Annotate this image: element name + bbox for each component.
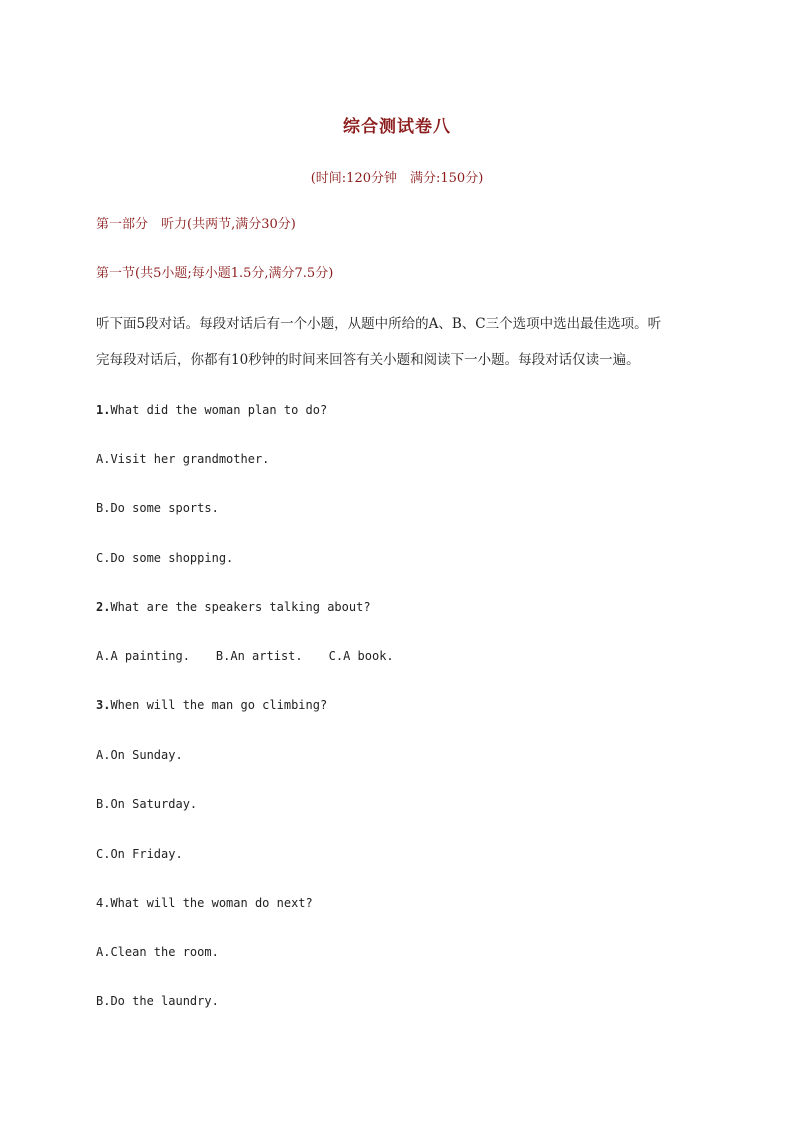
question-3 bbox=[96, 697, 327, 713]
question-1-option-c: C.Do some shopping. bbox=[96, 551, 234, 565]
instructions-line-2: 完每段对话后，你都有10秒钟的时间来回答有关小题和阅读下一小题。每段对话仅读一遍。 bbox=[96, 352, 640, 368]
question-2-options bbox=[96, 648, 394, 664]
question-3-option-c: C.On Friday. bbox=[96, 847, 183, 861]
page-title: 综合测试卷八 bbox=[343, 117, 451, 137]
question-2-option-a: A.A painting. bbox=[96, 649, 190, 663]
question-4-option-a: A.Clean the room. bbox=[96, 945, 219, 959]
question-2 bbox=[96, 599, 371, 615]
question-4 bbox=[96, 895, 313, 911]
exam-time-score: (时间:120分钟 满分:150分) bbox=[310, 171, 484, 186]
question-number: 3. bbox=[96, 698, 111, 712]
question-1-option-a: A.Visit her grandmother. bbox=[96, 452, 270, 466]
question-number: 4. bbox=[96, 896, 111, 910]
question-number: 1. bbox=[96, 403, 111, 417]
question-1-option-b: B.Do some sports. bbox=[96, 501, 219, 515]
question-text: What did the woman plan to do? bbox=[110, 403, 328, 417]
instructions-line-1: 听下面5段对话。每段对话后有一个小题，从题中所给的A、B、C三个选项中选出最佳选项。听 bbox=[96, 316, 662, 332]
question-4-option-b: B.Do the laundry. bbox=[96, 994, 219, 1008]
question-3-option-a: A.On Sunday. bbox=[96, 748, 183, 762]
question-text: What are the speakers talking about? bbox=[110, 600, 371, 614]
question-text: When will the man go climbing? bbox=[110, 698, 328, 712]
question-2-option-c: C.A book. bbox=[328, 649, 394, 663]
question-2-option-b: B.An artist. bbox=[215, 649, 303, 663]
part-heading: 第一部分 听力(共两节,满分30分) bbox=[96, 217, 296, 232]
section-heading: 第一节(共5小题;每小题1.5分,满分7.5分) bbox=[96, 266, 334, 281]
question-1 bbox=[96, 402, 327, 418]
question-3-option-b: B.On Saturday. bbox=[96, 797, 198, 811]
question-text: What will the woman do next? bbox=[110, 896, 313, 910]
question-number: 2. bbox=[96, 600, 111, 614]
